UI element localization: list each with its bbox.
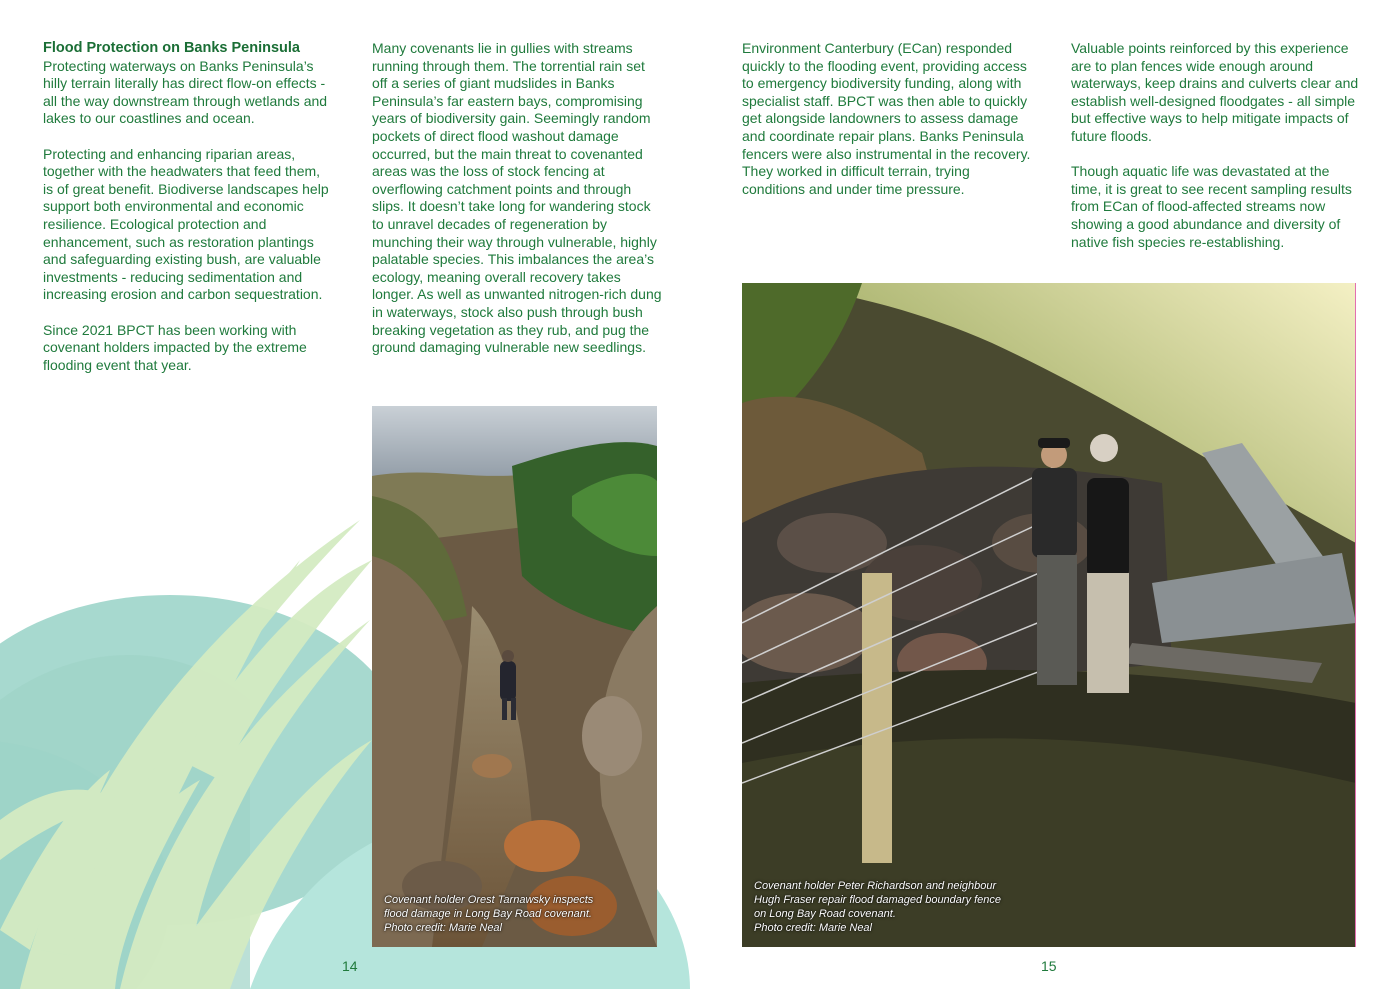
flood-damage-gully-photo [372, 406, 657, 947]
photo-illustration [742, 283, 1356, 947]
article-heading: Flood Protection on Banks Peninsula [43, 40, 300, 56]
page-number-left: 14 [342, 958, 358, 974]
fence-repair-photo [742, 283, 1356, 947]
text-column-2 [372, 40, 662, 374]
paragraph: Protecting waterways on Banks Peninsula’s hilly terrain literally has direct flow-on effects - all the way downstream through wetlands and lakes to our coastlines and ocean. [43, 57, 328, 127]
caption-line: flood damage in Long Bay Road covenant. [384, 908, 592, 920]
photo-illustration [372, 406, 657, 947]
paragraph: Since 2021 BPCT has been working with covenant holders impacted by the extreme flooding event that year. [43, 321, 307, 373]
text-column-1 [43, 40, 333, 392]
caption-line: Photo credit: Marie Neal [384, 922, 502, 934]
caption-line: Hugh Fraser repair flood damaged boundary fence [754, 894, 1002, 906]
photo-caption [754, 879, 1001, 935]
caption-line: on Long Bay Road covenant. [754, 908, 896, 920]
caption-line: Photo credit: Marie Neal [754, 922, 872, 934]
paragraph: Though aquatic life was devastated at the time, it is great to see recent sampling results from ECan of flood-affected streams now showing a good abundance and diversity of native fish species re-establishing. [1071, 163, 1352, 250]
text-column-3 [742, 40, 1032, 216]
caption-line: Covenant holder Peter Richardson and neighbour [754, 880, 997, 892]
paragraph: Many covenants lie in gullies with streams running through them. The torrential rain set off a series of giant mudslides in Banks Peninsula’s far eastern bays, compromising years of biodiversity gain. Seemingly random pockets of direct flood washout damage occurred, but the main threat to covenanted areas was the loss of stock fencing at overflowing catchment points and through slips. It doesn’t take long for wandering stock to unravel decades of regeneration by munching their way through vulnerable, highly palatable species. This imbalances the area’s ecology, meaning overall recovery takes longer. As well as unwanted nitrogen-rich dung in waterways, stock also push through bush breaking vegetation as they rub, and pug the ground damaging vulnerable new seedlings. [372, 40, 662, 356]
caption-line: Covenant holder Orest Tarnawsky inspects [384, 894, 594, 906]
page-trim-line [1355, 283, 1356, 947]
photo-caption [384, 893, 593, 935]
text-column-4 [1071, 40, 1361, 269]
paragraph: Protecting and enhancing riparian areas, together with the headwaters that feed them, is of great benefit. Biodiverse landscapes help support both environmental and economic resilience. Ecological protection and enhancement, such as restoration plantings and safeguarding existing bush, are valuable investments - reducing sedimentation and increasing erosion and carbon sequestration. [43, 145, 329, 303]
page-number-right: 15 [1041, 958, 1057, 974]
paragraph: Valuable points reinforced by this experience are to plan fences wide enough around waterways, keep drains and culverts clear and establish well-designed floodgates - all simple but effective ways to help mitigate impacts of future floods. [1071, 40, 1359, 144]
paragraph: Environment Canterbury (ECan) responded quickly to the flooding event, providing access to emergency biodiversity funding, along with specialist staff. BPCT was then able to quickly get alongside landowners to assess damage and coordinate repair plans. Banks Peninsula fencers were also instrumental in the recovery. They worked in difficult terrain, trying conditions and under time pressure. [742, 40, 1031, 197]
